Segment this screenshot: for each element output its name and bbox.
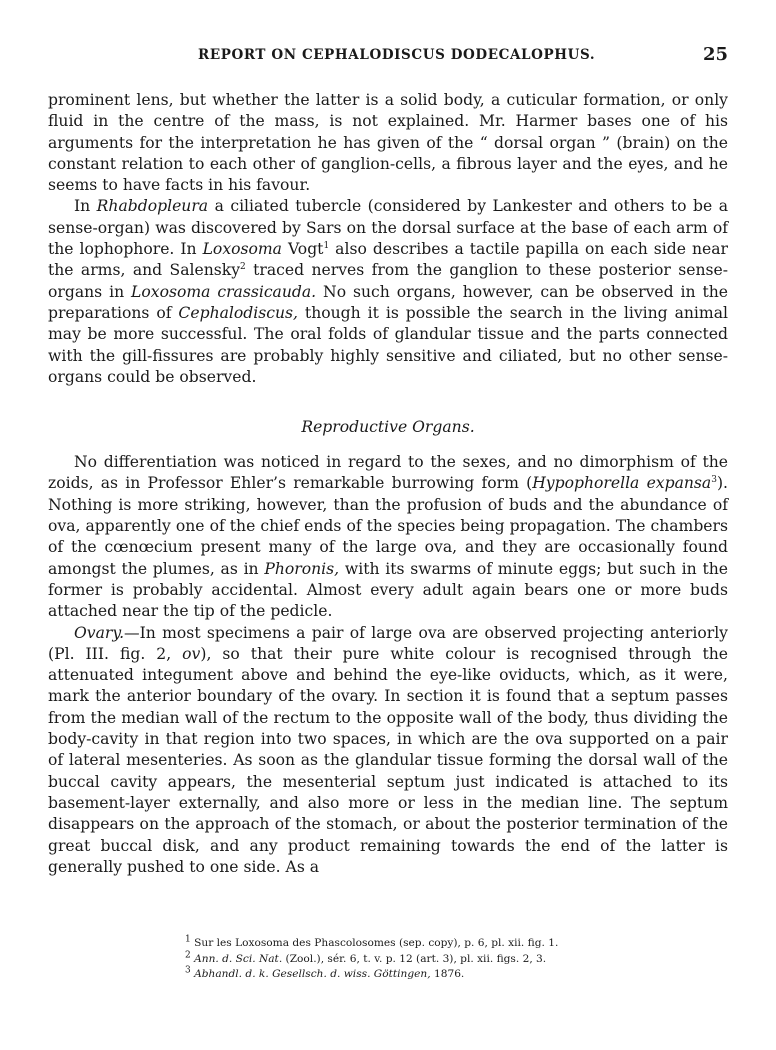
text-span: also describes a tactile papilla on each side near the arms, and Salensky bbox=[48, 240, 728, 280]
page-number: 25 bbox=[702, 44, 728, 65]
species-name: Loxosoma crassicauda. bbox=[131, 282, 317, 301]
paragraph-4 bbox=[48, 623, 728, 879]
footnote-mark: 1 bbox=[185, 934, 191, 945]
genus-name: Rhabdopleura bbox=[96, 197, 209, 216]
text-span: ), so that their pure white colour is recognised through the attenuated integument above and behind the eye-like oviducts, which, as it were, mark the anterior boundary of the ovary. In section it is found that a septum passes from the median wall of the rectum to the opposite wall of the body, thus dividing the body-cavity in that region into two spaces, in which are the ova supported on a pair of lateral mesenteries. As soon as the glandular tissue forming the dorsal wall of the buccal cavity appears, the mesenterial septum just indicated is attached to its basement-layer externally, and also more or less in the median line. The septum disappears on the approach of the stomach, or about the posterior termination of the great buccal disk, and any product remaining towards the end of the latter is generally pushed to one side. As a bbox=[48, 644, 728, 876]
footnote-1 bbox=[185, 936, 725, 952]
paragraph-1-text: prominent lens, but whether the latter is a solid body, a cuticular formation, or only fluid in the centre of the mass, is not explained. Mr. Harmer bases one of his arguments for the interpretation he has given of the “ dorsal organ ” (brain) on the constant relation to each other of ganglion-cells, a fibrous layer and the eyes, and he seems to have facts in his favour. bbox=[48, 91, 728, 195]
text-span: —In most specimens a pair of large ova are observed projecting anteriorly (Pl. III. fig. 2, bbox=[48, 623, 728, 663]
genus-name: Cephalodiscus, bbox=[178, 303, 298, 322]
text-span: traced nerves from the ganglion to these posterior sense-organs in bbox=[48, 261, 728, 301]
page-header bbox=[48, 44, 728, 69]
journal-title: Abhandl. d. k. Gesellsch. d. wiss. Göttingen, bbox=[194, 968, 431, 980]
footnote-text: 1876. bbox=[430, 968, 465, 980]
text-span: with its swarms of minute eggs; but such in the former is probably accidental. Almost every adult again bears one or more buds attached near the tip of the pedicle. bbox=[48, 559, 728, 621]
text-span: No such organs, however, can be observed in the preparations of bbox=[48, 282, 728, 322]
text-span: Vogt bbox=[281, 240, 324, 259]
genus-name: Loxosoma bbox=[202, 240, 282, 259]
running-head: REPORT ON CEPHALODISCUS DODECALOPHUS. bbox=[198, 47, 596, 63]
footnote-text: (Zool.), sér. 6, t. v. p. 12 (art. 3), pl. xii. figs. 2, 3. bbox=[282, 952, 547, 965]
footnotes bbox=[185, 936, 725, 983]
run-in-heading: Ovary. bbox=[74, 623, 125, 642]
species-name: Hypophorella expansa bbox=[532, 474, 712, 493]
footnote-ref: 3 bbox=[711, 475, 717, 486]
figure-label: ov bbox=[182, 644, 201, 663]
footnote-ref: 2 bbox=[240, 262, 246, 273]
paragraph-1 bbox=[48, 90, 728, 196]
text-span: In bbox=[74, 197, 97, 216]
footnote-2 bbox=[185, 949, 725, 968]
genus-name: Phoronis, bbox=[264, 559, 340, 578]
section-heading: Reproductive Organs. bbox=[301, 418, 475, 437]
text-span: ). Nothing is more striking, however, than the profusion of buds and the abundance of ova, apparently one of the chief ends of the species being propagation. The chambers of the cœnœcium present many of the large ova, and they are occasionally found amongst the plumes, as in bbox=[48, 474, 728, 578]
text-span: though it is possible the search in the living animal may be more successful. The oral folds of glandular tissue and the parts connected with the gill-fissures are probably highly sensitive and ciliated, but no other sense-organs could be observed. bbox=[48, 303, 728, 386]
text-span: No differentiation was noticed in regard to the sexes, and no dimorphism of the zoids, as in Professor Ehler’s remarkable burrowing form ( bbox=[48, 453, 728, 493]
paragraph-3 bbox=[48, 452, 728, 622]
footnote-3 bbox=[185, 967, 725, 983]
footnote-ref: 1 bbox=[323, 240, 330, 251]
text-span: a ciliated tubercle (considered by Lankester and others to be a sense-organ) was discovered by Sars on the dorsal surface at the base of each arm of the lophophore. In bbox=[48, 197, 728, 259]
paragraph-2 bbox=[48, 196, 728, 388]
footnote-mark: 3 bbox=[185, 965, 191, 976]
body-text bbox=[48, 90, 728, 878]
footnote-mark: 2 bbox=[185, 949, 191, 960]
footnote-text: Sur les Loxosoma des Phascolosomes (sep. copy), p. 6, pl. xii. fig. 1. bbox=[194, 937, 559, 949]
journal-title: Ann. d. Sci. Nat. bbox=[194, 952, 283, 965]
